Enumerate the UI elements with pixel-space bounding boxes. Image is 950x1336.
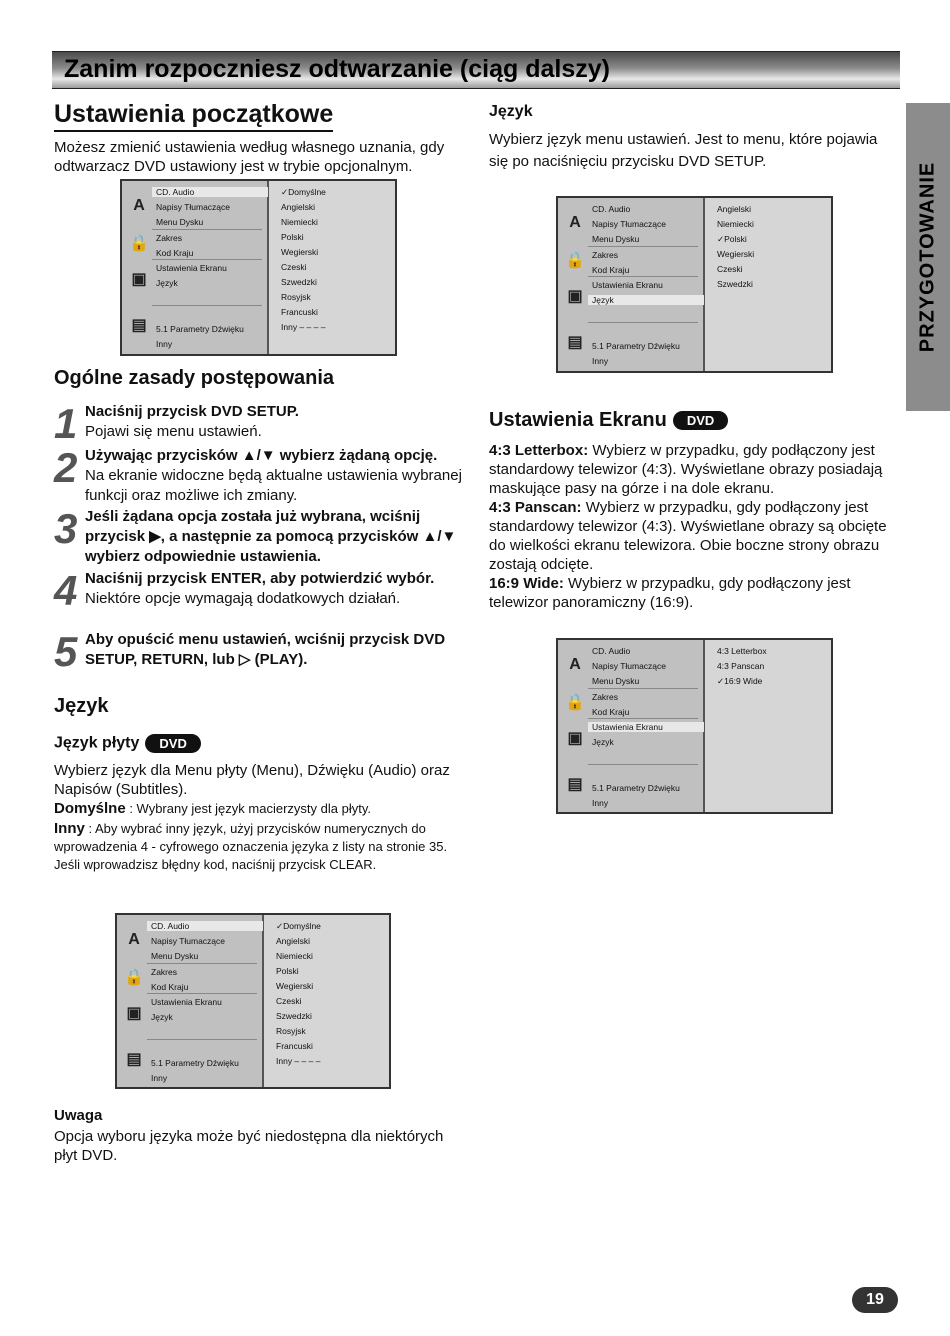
side-tab-label: PRZYGOTOWANIE: [916, 161, 939, 353]
step-instruction: Naciśnij przycisk DVD SETUP.: [85, 403, 299, 420]
disc-language-title: [54, 734, 201, 753]
menu-option[interactable]: Wegierski: [276, 981, 314, 991]
menu-item[interactable]: CD. Audio: [592, 646, 631, 656]
menu-option[interactable]: Czeski: [276, 996, 302, 1006]
menu-option[interactable]: Czeski: [717, 264, 743, 274]
screen-settings-title: [489, 409, 728, 432]
step-detail: Na ekranie widoczne będą aktualne ustawienia wybranej funkcji oraz możliwe ich zmiany.: [85, 467, 462, 504]
lock-icon: 🔒: [565, 694, 585, 711]
panscan-label: 4:3 Panscan:: [489, 499, 582, 516]
menu-item[interactable]: Napisy Tłumaczące: [592, 661, 667, 671]
menu-item[interactable]: CD. Audio: [152, 187, 268, 197]
menu-item[interactable]: Napisy Tłumaczące: [592, 219, 667, 229]
setup-menu-2: [556, 196, 833, 373]
menu-option[interactable]: Rosyjsk: [281, 292, 311, 302]
menu-item[interactable]: Napisy Tłumaczące: [151, 936, 226, 946]
menu-item[interactable]: 5.1 Parametry Dźwięku: [151, 1058, 239, 1068]
menu-divider: [588, 718, 698, 719]
step-2: [54, 446, 464, 506]
menu-divider: [152, 305, 262, 306]
menu-option[interactable]: Francuski: [281, 307, 318, 317]
menu-item[interactable]: Menu Dysku: [151, 951, 199, 961]
menu-item[interactable]: Język: [592, 737, 614, 747]
language-title: Język: [54, 695, 109, 717]
menu-item[interactable]: Menu Dysku: [156, 217, 204, 227]
setup-menu-3: [556, 638, 833, 814]
menu-option[interactable]: Rosyjsk: [276, 1026, 306, 1036]
menu-option[interactable]: Szwedzki: [276, 1011, 312, 1021]
tv-icon: ▣: [131, 271, 147, 288]
speaker-icon: ▤: [567, 334, 583, 351]
menu-item[interactable]: Kod Kraju: [156, 248, 194, 258]
menu-option[interactable]: Wegierski: [717, 249, 755, 259]
wide-text: Wybierz w przypadku, gdy podłączony jest telewizor panoramiczny (16:9).: [489, 575, 851, 611]
header-banner: [52, 51, 900, 89]
step-instruction: Aby opuścić menu ustawień, wciśnij przycisk DVD SETUP, RETURN, lub ▷ (PLAY).: [85, 631, 446, 668]
side-tab: [906, 103, 950, 411]
menu-item[interactable]: Zakres: [592, 250, 618, 260]
menu-right-panel: [705, 198, 831, 371]
step-number: 2: [54, 444, 78, 491]
menu-option[interactable]: ✓Polski: [717, 234, 747, 244]
menu-divider: [147, 993, 257, 994]
disc-lang-icon: A: [569, 656, 581, 673]
dvd-badge: DVD: [673, 411, 728, 430]
page-number: 19: [852, 1287, 898, 1313]
wide-label: 16:9 Wide:: [489, 575, 564, 592]
tv-icon: ▣: [126, 1005, 142, 1022]
step-number: 1: [54, 400, 78, 447]
menu-right-panel: [264, 915, 389, 1087]
screen-settings-label: Ustawienia Ekranu: [489, 409, 667, 431]
menu-item[interactable]: Język: [588, 295, 704, 305]
step-number: 3: [54, 505, 78, 552]
menu-option[interactable]: Polski: [281, 232, 304, 242]
menu-divider: [588, 764, 698, 765]
speaker-icon: ▤: [567, 776, 583, 793]
menu-item[interactable]: Ustawienia Ekranu: [156, 263, 227, 273]
menu-item[interactable]: Menu Dysku: [592, 234, 640, 244]
menu-right-panel: [269, 181, 395, 354]
menu-option[interactable]: ✓Domyślne: [281, 187, 326, 197]
default-label: Domyślne: [54, 800, 126, 817]
menu-option[interactable]: Szwedzki: [717, 279, 753, 289]
menu-item[interactable]: Napisy Tłumaczące: [156, 202, 231, 212]
menu-item[interactable]: CD. Audio: [147, 921, 263, 931]
menu-option[interactable]: Inny – – – –: [281, 322, 326, 332]
menu-item[interactable]: Menu Dysku: [592, 676, 640, 686]
menu-item[interactable]: Zakres: [156, 233, 182, 243]
step-5: [54, 628, 464, 675]
step-number: 5: [54, 628, 78, 675]
menu-item[interactable]: Inny: [592, 798, 609, 808]
menu-item[interactable]: Kod Kraju: [592, 707, 630, 717]
intro-text: Możesz zmienić ustawienia według własnego uznania, gdy odtwarzacz DVD ustawiony jest w trybie opcjonalnym.: [54, 139, 445, 175]
menu-divider: [588, 688, 698, 689]
other-label: Inny: [54, 820, 85, 837]
note-title: Uwaga: [54, 1107, 103, 1124]
lock-icon: 🔒: [565, 252, 585, 269]
step-instruction: Jeśli żądana opcja została już wybrana, wciśnij przycisk ▶, a następnie za pomocą przycisków ▲/▼ wybierz odpowiednie ustawienia.: [85, 508, 457, 565]
step-detail: Pojawi się menu ustawień.: [85, 423, 262, 440]
step-detail: Niektóre opcje wymagają dodatkowych działań.: [85, 590, 401, 607]
setup-menu-4: [115, 913, 391, 1089]
menu-left-panel: [558, 640, 705, 812]
other-description: [54, 820, 464, 874]
menu-divider: [588, 246, 698, 247]
menu-item[interactable]: Zakres: [151, 967, 177, 977]
step-4: [54, 567, 464, 614]
dvd-badge: DVD: [145, 734, 200, 753]
menu-right-panel: [705, 640, 831, 812]
menu-item[interactable]: Kod Kraju: [151, 982, 189, 992]
menu-item[interactable]: Inny: [151, 1073, 168, 1083]
menu-left-panel: [117, 915, 264, 1087]
menu-option[interactable]: Polski: [276, 966, 299, 976]
menu-option[interactable]: Francuski: [276, 1041, 313, 1051]
speaker-icon: ▤: [131, 317, 147, 334]
note-text: Opcja wyboru języka może być niedostępna dla niektórych płyt DVD.: [54, 1128, 444, 1164]
disc-lang-icon: A: [569, 214, 581, 231]
menu-item[interactable]: Ustawienia Ekranu: [588, 722, 704, 732]
step-1: [54, 400, 464, 447]
tv-icon: ▣: [567, 288, 583, 305]
section-title-initial-settings: Ustawienia początkowe: [54, 100, 333, 132]
menu-option[interactable]: Czeski: [281, 262, 307, 272]
step-3: [54, 507, 464, 567]
menu-item[interactable]: Ustawienia Ekranu: [151, 997, 222, 1007]
disc-language-label: Język płyty: [54, 734, 140, 752]
step-instruction: Używając przycisków ▲/▼ wybierz żądaną opcję.: [85, 447, 438, 464]
menu-option[interactable]: Angielski: [281, 202, 316, 212]
default-text: : Wybrany jest język macierzysty dla płyty.: [125, 801, 371, 816]
menu-item[interactable]: Kod Kraju: [592, 265, 630, 275]
menu-item[interactable]: 5.1 Parametry Dźwięku: [592, 341, 680, 351]
other-text: : Aby wybrać inny język, użyj przycisków numerycznych do wprowadzenia 4 - cyfrowego oznaczenia języka z listy na stronie 35. Jeśli wprowadzisz błędny kod, naciśnij przycisk CLEAR.: [54, 821, 448, 872]
menu-item[interactable]: CD. Audio: [592, 204, 631, 214]
letterbox-text: Wybierz w przypadku, gdy podłączony jest standardowy telewizor (4:3). Wyświetlane obrazy posiadają maskujące pasy na górze i na dole ekranu.: [489, 442, 883, 497]
menu-option[interactable]: ✓16:9 Wide: [717, 676, 763, 686]
menu-item[interactable]: Język: [156, 278, 178, 288]
menu-option[interactable]: 4:3 Panscan: [717, 661, 765, 671]
menu-item[interactable]: Ustawienia Ekranu: [592, 280, 663, 290]
menu-item[interactable]: 5.1 Parametry Dźwięku: [156, 324, 244, 334]
menu-option[interactable]: ✓Domyślne: [276, 921, 321, 931]
general-rules-title: Ogólne zasady postępowania: [54, 367, 335, 389]
speaker-icon: ▤: [126, 1051, 142, 1068]
menu-divider: [147, 963, 257, 964]
step-instruction: Naciśnij przycisk ENTER, aby potwierdzić wybór.: [85, 570, 435, 587]
menu-language-text: Wybierz język menu ustawień. Jest to menu, które pojawia się po naciśnięciu przycisku DVD SETUP.: [489, 131, 878, 170]
menu-left-panel: [122, 181, 269, 354]
menu-divider: [147, 1039, 257, 1040]
lock-icon: 🔒: [129, 235, 149, 252]
menu-option[interactable]: Wegierski: [281, 247, 319, 257]
menu-left-panel: [558, 198, 705, 371]
menu-option[interactable]: Inny – – – –: [276, 1056, 321, 1066]
menu-item[interactable]: Język: [151, 1012, 173, 1022]
menu-divider: [152, 259, 262, 260]
header-title: Zanim rozpoczniesz odtwarzanie (ciąg dalszy): [64, 55, 610, 83]
step-number: 4: [54, 567, 78, 614]
panscan-text: Wybierz w przypadku, gdy podłączony jest standardowy telewizor (4:3). Wyświetlane obrazy są obcięte do wielkości ekranu telewizora. Obie boczne strony obrazu zostają odcięte.: [489, 499, 887, 573]
menu-item[interactable]: Inny: [156, 339, 173, 349]
disc-lang-icon: A: [133, 197, 145, 214]
letterbox-label: 4:3 Letterbox:: [489, 442, 589, 459]
menu-option[interactable]: Niemiecki: [717, 219, 754, 229]
menu-option[interactable]: Angielski: [717, 204, 752, 214]
menu-divider: [588, 322, 698, 323]
menu-item[interactable]: Zakres: [592, 692, 618, 702]
menu-divider: [588, 276, 698, 277]
lock-icon: 🔒: [124, 969, 144, 986]
disc-lang-icon: A: [128, 931, 140, 948]
menu-option[interactable]: 4:3 Letterbox: [717, 646, 767, 656]
menu-option[interactable]: Niemiecki: [276, 951, 313, 961]
menu-option[interactable]: Niemiecki: [281, 217, 318, 227]
menu-option[interactable]: Angielski: [276, 936, 311, 946]
setup-menu-1: [120, 179, 397, 356]
menu-language-title: Język: [489, 103, 533, 120]
menu-item[interactable]: 5.1 Parametry Dźwięku: [592, 783, 680, 793]
menu-option[interactable]: Szwedzki: [281, 277, 317, 287]
disc-language-text: Wybierz język dla Menu płyty (Menu), Dźwięku (Audio) oraz Napisów (Subtitles).: [54, 762, 450, 798]
default-description: [54, 800, 464, 818]
menu-item[interactable]: Inny: [592, 356, 609, 366]
tv-icon: ▣: [567, 730, 583, 747]
screen-options-text: [489, 441, 899, 612]
menu-divider: [152, 229, 262, 230]
